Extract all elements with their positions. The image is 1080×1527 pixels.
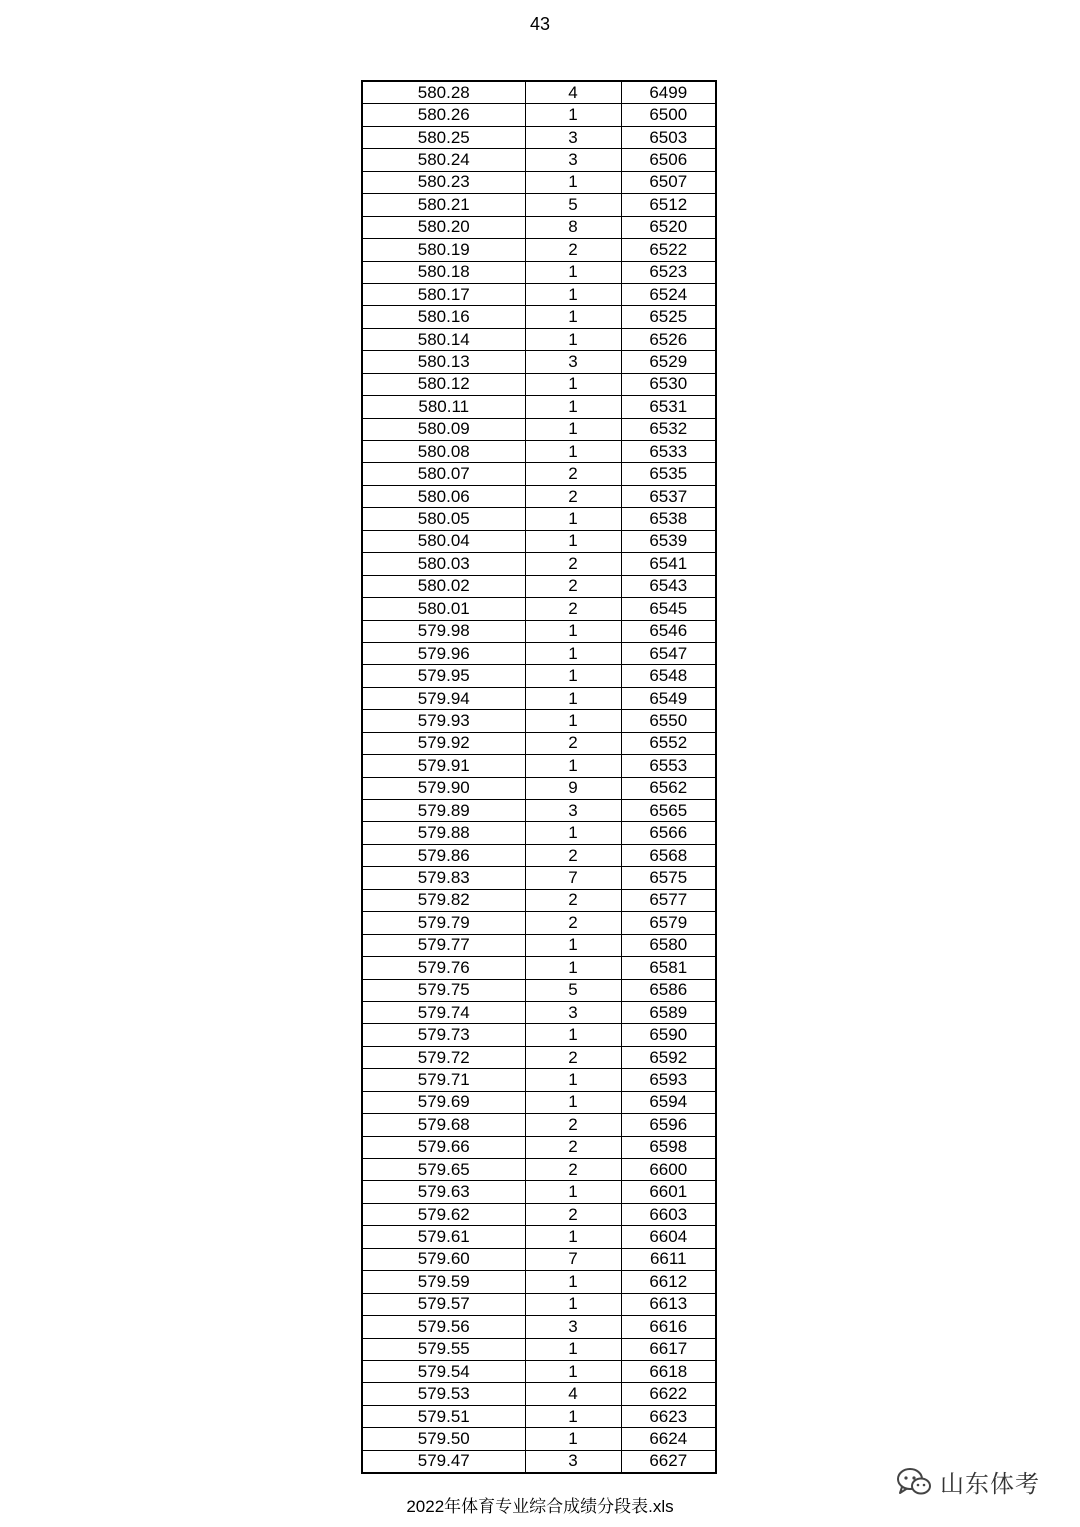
score-cell: 579.53 [362,1383,525,1405]
score-cell: 580.12 [362,373,525,395]
table-row [362,306,716,328]
score-cell: 579.47 [362,1450,525,1473]
count-cell: 1 [525,687,621,709]
table-row [362,979,716,1001]
score-cell: 579.72 [362,1046,525,1068]
score-cell: 579.98 [362,620,525,642]
count-cell: 1 [525,530,621,552]
count-cell: 5 [525,979,621,1001]
table-row [362,441,716,463]
count-cell: 1 [525,1181,621,1203]
score-cell: 580.16 [362,306,525,328]
count-cell: 3 [525,1450,621,1473]
score-cell: 580.14 [362,328,525,350]
score-table-body [362,81,716,1473]
count-cell: 1 [525,1360,621,1382]
cumulative-cell: 6524 [621,283,716,305]
score-cell: 580.24 [362,149,525,171]
cumulative-cell: 6539 [621,530,716,552]
count-cell: 3 [525,149,621,171]
count-cell: 7 [525,867,621,889]
table-row [362,800,716,822]
table-row [362,1450,716,1473]
count-cell: 1 [525,104,621,126]
cumulative-cell: 6581 [621,957,716,979]
table-row [362,889,716,911]
score-cell: 579.66 [362,1136,525,1158]
cumulative-cell: 6503 [621,126,716,148]
table-row [362,508,716,530]
count-cell: 1 [525,373,621,395]
table-row [362,553,716,575]
watermark-text: 山东体考 [940,1471,1040,1498]
score-cell: 579.62 [362,1203,525,1225]
score-cell: 579.50 [362,1428,525,1450]
table-row [362,732,716,754]
score-cell: 579.55 [362,1338,525,1360]
cumulative-cell: 6506 [621,149,716,171]
score-cell: 580.21 [362,194,525,216]
count-cell: 1 [525,822,621,844]
count-cell: 3 [525,1001,621,1023]
table-row [362,575,716,597]
table-row [362,1248,716,1270]
count-cell: 3 [525,800,621,822]
table-row [362,418,716,440]
score-cell: 580.03 [362,553,525,575]
table-row [362,620,716,642]
score-cell: 579.96 [362,642,525,664]
cumulative-cell: 6512 [621,194,716,216]
table-row [362,1136,716,1158]
cumulative-cell: 6579 [621,912,716,934]
cumulative-cell: 6507 [621,171,716,193]
count-cell: 1 [525,441,621,463]
score-cell: 579.93 [362,710,525,732]
count-cell: 2 [525,1114,621,1136]
cumulative-cell: 6592 [621,1046,716,1068]
count-cell: 1 [525,1024,621,1046]
cumulative-cell: 6568 [621,844,716,866]
cumulative-cell: 6538 [621,508,716,530]
cumulative-cell: 6611 [621,1248,716,1270]
score-cell: 580.01 [362,598,525,620]
score-cell: 580.11 [362,396,525,418]
score-cell: 579.88 [362,822,525,844]
score-cell: 579.76 [362,957,525,979]
table-row [362,1316,716,1338]
count-cell: 2 [525,1159,621,1181]
count-cell: 2 [525,1046,621,1068]
count-cell: 2 [525,1136,621,1158]
count-cell: 7 [525,1248,621,1270]
score-cell: 579.77 [362,934,525,956]
table-row [362,239,716,261]
cumulative-cell: 6523 [621,261,716,283]
cumulative-cell: 6593 [621,1069,716,1091]
count-cell: 1 [525,1428,621,1450]
table-row [362,126,716,148]
table-row [362,194,716,216]
score-cell: 579.86 [362,844,525,866]
table-row [362,1159,716,1181]
count-cell: 2 [525,1203,621,1225]
table-row [362,1181,716,1203]
score-cell: 579.74 [362,1001,525,1023]
count-cell: 1 [525,306,621,328]
score-cell: 579.71 [362,1069,525,1091]
cumulative-cell: 6522 [621,239,716,261]
score-cell: 580.08 [362,441,525,463]
table-row [362,1114,716,1136]
table-row [362,867,716,889]
count-cell: 1 [525,934,621,956]
table-row [362,328,716,350]
score-cell: 580.18 [362,261,525,283]
cumulative-cell: 6500 [621,104,716,126]
score-cell: 580.25 [362,126,525,148]
count-cell: 1 [525,620,621,642]
cumulative-cell: 6624 [621,1428,716,1450]
table-row [362,687,716,709]
table-row [362,777,716,799]
table-row [362,530,716,552]
count-cell: 3 [525,126,621,148]
score-cell: 579.68 [362,1114,525,1136]
table-row [362,1428,716,1450]
cumulative-cell: 6531 [621,396,716,418]
cumulative-cell: 6552 [621,732,716,754]
count-cell: 2 [525,598,621,620]
score-cell: 579.59 [362,1271,525,1293]
score-cell: 579.73 [362,1024,525,1046]
score-cell: 579.82 [362,889,525,911]
score-cell: 580.19 [362,239,525,261]
cumulative-cell: 6618 [621,1360,716,1382]
score-cell: 579.60 [362,1248,525,1270]
score-cell: 580.09 [362,418,525,440]
score-cell: 580.07 [362,463,525,485]
count-cell: 1 [525,261,621,283]
cumulative-cell: 6627 [621,1450,716,1473]
score-cell: 579.56 [362,1316,525,1338]
table-row [362,598,716,620]
table-row [362,373,716,395]
score-cell: 579.54 [362,1360,525,1382]
table-row [362,912,716,934]
table-row [362,171,716,193]
table-row [362,216,716,238]
page-number: 43 [529,14,551,34]
count-cell: 1 [525,508,621,530]
score-cell: 579.90 [362,777,525,799]
score-table [361,80,717,1474]
cumulative-cell: 6532 [621,418,716,440]
score-cell: 580.28 [362,81,525,104]
table-row [362,844,716,866]
cumulative-cell: 6601 [621,1181,716,1203]
count-cell: 2 [525,553,621,575]
count-cell: 1 [525,1091,621,1113]
table-row [362,485,716,507]
cumulative-cell: 6553 [621,755,716,777]
table-row [362,1383,716,1405]
table-row [362,642,716,664]
table-row [362,1091,716,1113]
cumulative-cell: 6575 [621,867,716,889]
cumulative-cell: 6613 [621,1293,716,1315]
cumulative-cell: 6547 [621,642,716,664]
cumulative-cell: 6586 [621,979,716,1001]
count-cell: 1 [525,1069,621,1091]
count-cell: 1 [525,710,621,732]
table-row [362,755,716,777]
table-row [362,149,716,171]
cumulative-cell: 6612 [621,1271,716,1293]
count-cell: 2 [525,463,621,485]
table-row [362,351,716,373]
count-cell: 5 [525,194,621,216]
footer-caption: 2022年体育专业综合成绩分段表.xls [406,1497,674,1516]
table-row [362,1203,716,1225]
cumulative-cell: 6580 [621,934,716,956]
count-cell: 2 [525,239,621,261]
count-cell: 1 [525,283,621,305]
table-row [362,1293,716,1315]
cumulative-cell: 6565 [621,800,716,822]
table-row [362,261,716,283]
count-cell: 1 [525,1405,621,1427]
table-row [362,1046,716,1068]
table-row [362,934,716,956]
score-cell: 579.94 [362,687,525,709]
cumulative-cell: 6598 [621,1136,716,1158]
count-cell: 2 [525,844,621,866]
score-cell: 580.23 [362,171,525,193]
score-cell: 579.89 [362,800,525,822]
cumulative-cell: 6562 [621,777,716,799]
cumulative-cell: 6543 [621,575,716,597]
count-cell: 1 [525,328,621,350]
table-row [362,1226,716,1248]
count-cell: 1 [525,1271,621,1293]
table-row [362,1405,716,1427]
score-cell: 579.95 [362,665,525,687]
table-row [362,81,716,104]
table-row [362,104,716,126]
cumulative-cell: 6577 [621,889,716,911]
count-cell: 1 [525,396,621,418]
count-cell: 1 [525,418,621,440]
count-cell: 2 [525,889,621,911]
score-cell: 580.04 [362,530,525,552]
count-cell: 1 [525,1338,621,1360]
cumulative-cell: 6622 [621,1383,716,1405]
cumulative-cell: 6603 [621,1203,716,1225]
cumulative-cell: 6529 [621,351,716,373]
score-cell: 580.02 [362,575,525,597]
score-cell: 580.13 [362,351,525,373]
cumulative-cell: 6549 [621,687,716,709]
score-cell: 579.75 [362,979,525,1001]
cumulative-cell: 6616 [621,1316,716,1338]
score-cell: 579.83 [362,867,525,889]
score-cell: 580.26 [362,104,525,126]
table-row [362,283,716,305]
count-cell: 1 [525,1226,621,1248]
score-cell: 579.69 [362,1091,525,1113]
table-row [362,957,716,979]
count-cell: 1 [525,1293,621,1315]
cumulative-cell: 6533 [621,441,716,463]
score-cell: 579.92 [362,732,525,754]
cumulative-cell: 6530 [621,373,716,395]
count-cell: 9 [525,777,621,799]
score-cell: 580.06 [362,485,525,507]
score-cell: 579.61 [362,1226,525,1248]
score-cell: 579.51 [362,1405,525,1427]
cumulative-cell: 6525 [621,306,716,328]
cumulative-cell: 6535 [621,463,716,485]
table-row [362,822,716,844]
table-row [362,1024,716,1046]
count-cell: 4 [525,1383,621,1405]
cumulative-cell: 6604 [621,1226,716,1248]
cumulative-cell: 6617 [621,1338,716,1360]
cumulative-cell: 6541 [621,553,716,575]
table-row [362,396,716,418]
count-cell: 3 [525,1316,621,1338]
count-cell: 2 [525,575,621,597]
count-cell: 4 [525,81,621,104]
score-cell: 580.17 [362,283,525,305]
cumulative-cell: 6526 [621,328,716,350]
cumulative-cell: 6589 [621,1001,716,1023]
cumulative-cell: 6596 [621,1114,716,1136]
score-cell: 580.20 [362,216,525,238]
cumulative-cell: 6520 [621,216,716,238]
cumulative-cell: 6550 [621,710,716,732]
score-cell: 579.63 [362,1181,525,1203]
cumulative-cell: 6623 [621,1405,716,1427]
cumulative-cell: 6594 [621,1091,716,1113]
cumulative-cell: 6537 [621,485,716,507]
count-cell: 1 [525,755,621,777]
count-cell: 1 [525,642,621,664]
table-row [362,1360,716,1382]
count-cell: 8 [525,216,621,238]
table-row [362,463,716,485]
score-cell: 579.91 [362,755,525,777]
count-cell: 1 [525,171,621,193]
table-row [362,1338,716,1360]
score-cell: 579.79 [362,912,525,934]
table-row [362,710,716,732]
cumulative-cell: 6499 [621,81,716,104]
score-cell: 579.65 [362,1159,525,1181]
cumulative-cell: 6545 [621,598,716,620]
table-row [362,1271,716,1293]
count-cell: 2 [525,912,621,934]
cumulative-cell: 6548 [621,665,716,687]
table-row [362,1001,716,1023]
count-cell: 2 [525,485,621,507]
count-cell: 1 [525,665,621,687]
cumulative-cell: 6600 [621,1159,716,1181]
cumulative-cell: 6590 [621,1024,716,1046]
cumulative-cell: 6546 [621,620,716,642]
cumulative-cell: 6566 [621,822,716,844]
count-cell: 2 [525,732,621,754]
table-row [362,1069,716,1091]
score-cell: 580.05 [362,508,525,530]
score-cell: 579.57 [362,1293,525,1315]
count-cell: 3 [525,351,621,373]
count-cell: 1 [525,957,621,979]
table-row [362,665,716,687]
